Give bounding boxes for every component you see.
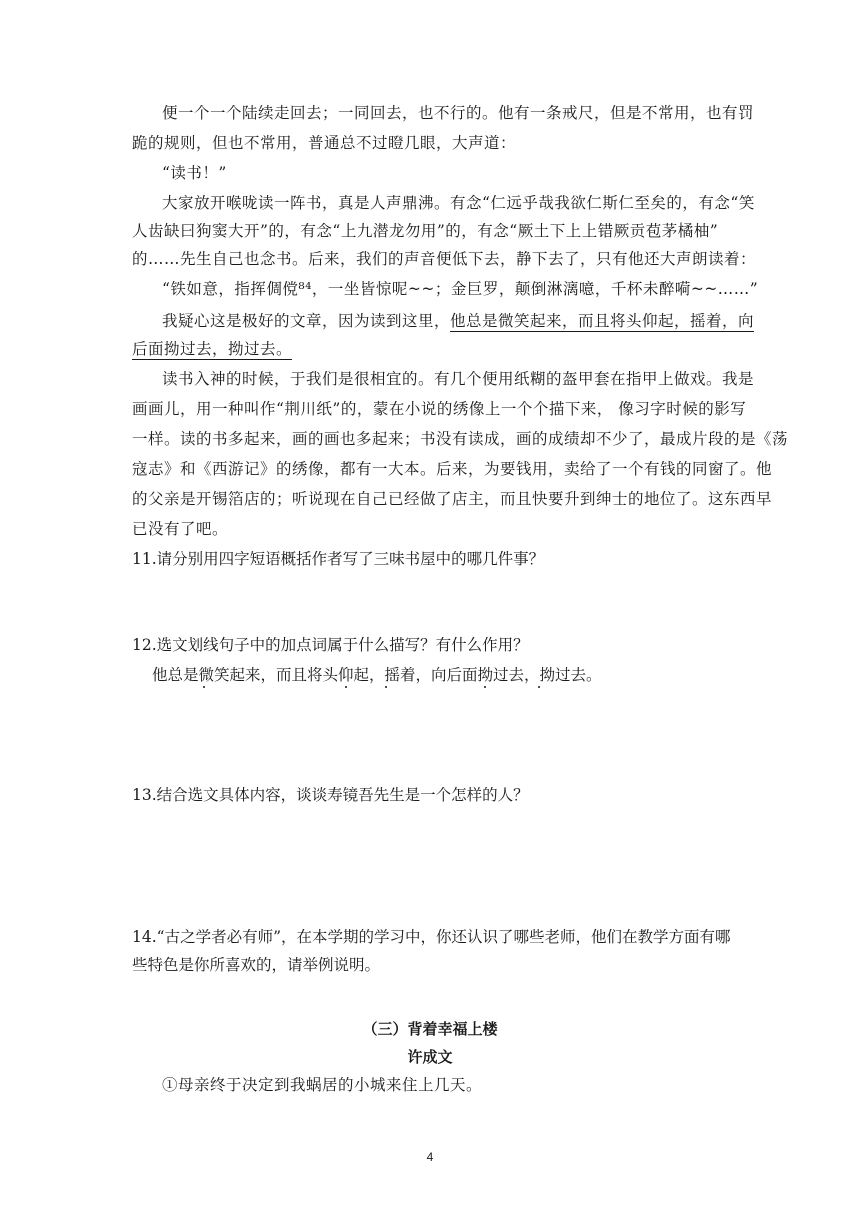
question-12-sentence: 他总是微笑起来，而且将头仰起，摇着，向后面拗过去，拗过去。 (152, 666, 602, 684)
passage-line: 读书入神的时候，于我们是很相宜的。有几个便用纸糊的盔甲套在指甲上做戏。我是 (162, 370, 755, 388)
question-13: 13.结合选文具体内容，谈谈寿镜吾先生是一个怎样的人？ (132, 786, 529, 804)
passage-line: 的……先生自己也念书。后来，我们的声音便低下去，静下去了，只有他还大声朗读着： (132, 250, 757, 268)
emphasis-dot (203, 686, 205, 688)
question-12: 12.选文划线句子中的加点词属于什么描写？有什么作用？ (132, 636, 529, 654)
question-14: 14.“古之学者必有师”，在本学期的学习中，你还认识了哪些老师，他们在教学方面有哪 (132, 928, 731, 946)
underlined-sentence: 后面拗过去，拗过去。 (132, 340, 293, 358)
section-paragraph: ①母亲终于决定到我蜗居的小城来住上几天。 (162, 1076, 483, 1094)
question-14: 些特色是你所喜欢的，请举例说明。 (132, 956, 381, 974)
passage-line: “读书！” (162, 164, 227, 182)
passage-line: 一样。读的书多起来，画的画也多起来；书没有读成，画的成绩却不少了，最成片段的是《荡 (132, 430, 789, 448)
underlined-sentence: 他总是微笑起来，而且将头仰起，摇着，向 (450, 312, 755, 330)
passage-line: 已没有了吧。 (132, 520, 229, 538)
emphasis-dot (385, 686, 387, 688)
emphasis-dot (484, 686, 486, 688)
question-11: 11.请分别用四字短语概括作者写了三味书屋中的哪几件事？ (132, 550, 545, 568)
passage-line: 便一个一个陆续走回去；一同回去，也不行的。他有一条戒尺，但是不常用，也有罚 (162, 104, 755, 122)
passage-line: 画画儿，用一种叫作“荆川纸”的，蒙在小说的绣像上一个个描下来， 像习字时候的影写 (132, 400, 747, 418)
passage-line (132, 336, 732, 362)
emphasis-dot (538, 686, 540, 688)
passage-line: 大家放开喉咙读一阵书，真是人声鼎沸。有念“仁远乎哉我欲仁斯仁至矣的，有念“笑 (162, 194, 755, 212)
passage-line: 寇志》和《西游记》的绣像，都有一大本。后来，为要钱用，卖给了一个有钱的同窗了。他 (132, 460, 773, 478)
passage-line: 人齿缺曰狗窦大开”的，有念“上九潜龙勿用”的，有念“厥土下上上错厥贡苞茅橘柚” (132, 222, 719, 240)
section-title: （三）背着幸福上楼 (362, 1020, 498, 1038)
section-author: 许成文 (407, 1048, 453, 1066)
passage-line: 的父亲是开锡箔店的；听说现在自己已经做了店主，而且快要升到绅士的地位了。这东西早 (132, 490, 773, 508)
passage-line: “铁如意，指挥倜傥⁸⁴，一坐皆惊呢~~；金巨罗，颠倒淋漓噫，千杯未醉嗬~~……” (162, 280, 759, 298)
passage-text: 我疑心这是极好的文章，因为读到这里， (162, 312, 451, 330)
passage-line: 跪的规则，但也不常用，普通总不过瞪几眼，大声道： (132, 134, 517, 152)
passage-line (162, 308, 762, 334)
emphasis-dot (345, 686, 347, 688)
page-number: 4 (426, 1150, 434, 1164)
